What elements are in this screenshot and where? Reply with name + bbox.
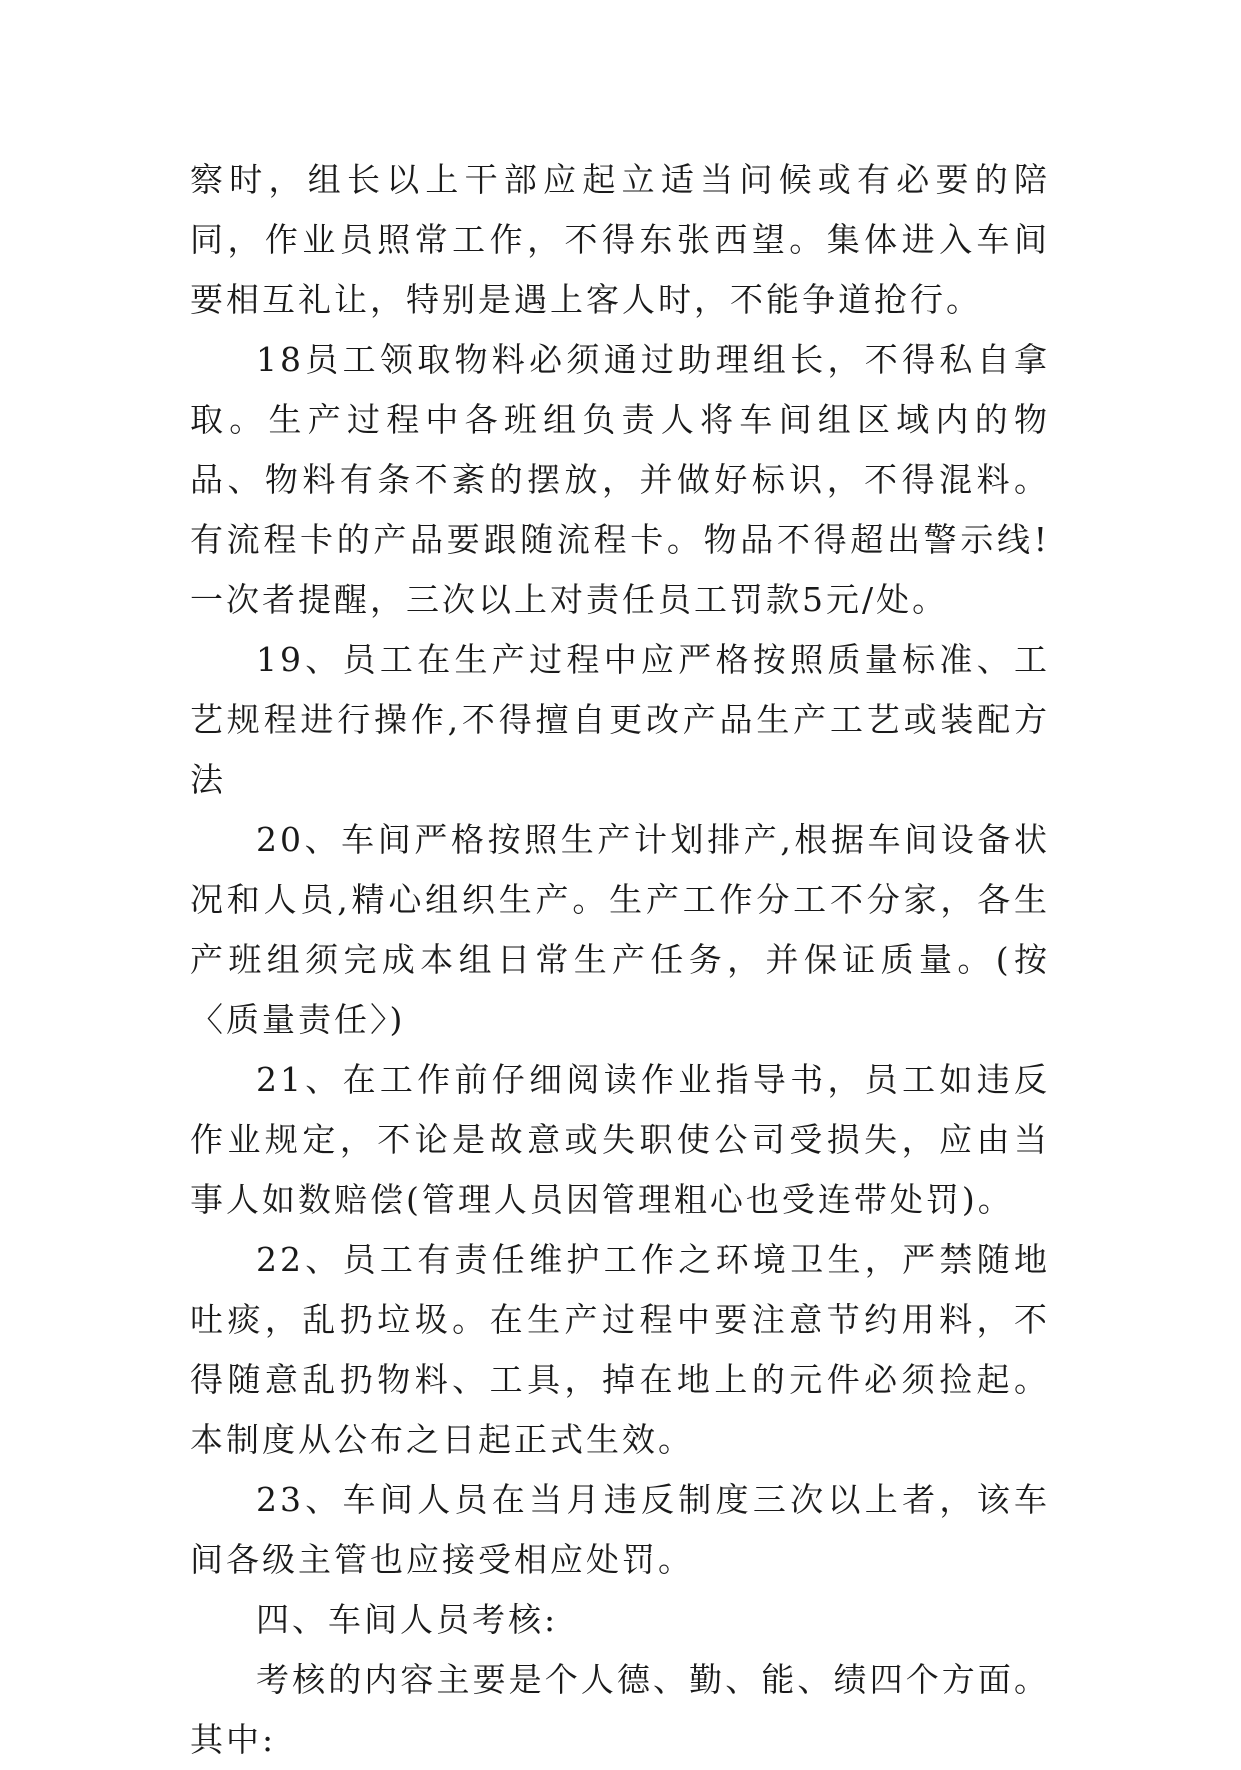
paragraph-continuation: 察时，组长以上干部应起立适当问候或有必要的陪同，作业员照常工作，不得东张西望。集体进入车间要相互礼让，特别是遇上客人时，不能争道抢行。 [190,160,1050,319]
paragraph-rule-22: 22、员工有责任维护工作之环境卫生，严禁随地吐痰，乱扔垃圾。在生产过程中要注意节约用料，不得随意乱扔物料、工具，掉在地上的元件必须捡起。本制度从公布之日起正式生效。 [190,1240,1050,1459]
section-heading-assessment: 四、车间人员考核: [256,1600,559,1639]
paragraph-rule-18: 18员工领取物料必须通过助理组长，不得私自拿取。生产过程中各班组负责人将车间组区域内的物品、物料有条不紊的摆放，并做好标识，不得混料。有流程卡的产品要跟随流程卡。物品不得超出警示线!一次者提醒，三次以上对责任员工罚款5元/处。 [190,340,1050,619]
paragraph-rule-20: 20、车间严格按照生产计划排产,根据车间设备状况和人员,精心组织生产。生产工作分工不分家，各生产班组须完成本组日常生产任务，并保证质量。(按〈质量责任〉) [190,820,1050,1039]
paragraph-rule-19: 19、员工在生产过程中应严格按照质量标准、工艺规程进行操作,不得擅自更改产品生产工艺或装配方法 [190,640,1050,799]
paragraph-rule-23: 23、车间人员在当月违反制度三次以上者，该车间各级主管也应接受相应处罚。 [190,1480,1050,1579]
paragraph-assessment-content: 考核的内容主要是个人德、勤、能、绩四个方面。其中: [190,1660,1050,1759]
document-body [190,150,1050,1770]
paragraph-rule-21: 21、在工作前仔细阅读作业指导书，员工如违反作业规定，不论是故意或失职使公司受损失，应由当事人如数赔偿(管理人员因管理粗心也受连带处罚)。 [190,1060,1050,1219]
